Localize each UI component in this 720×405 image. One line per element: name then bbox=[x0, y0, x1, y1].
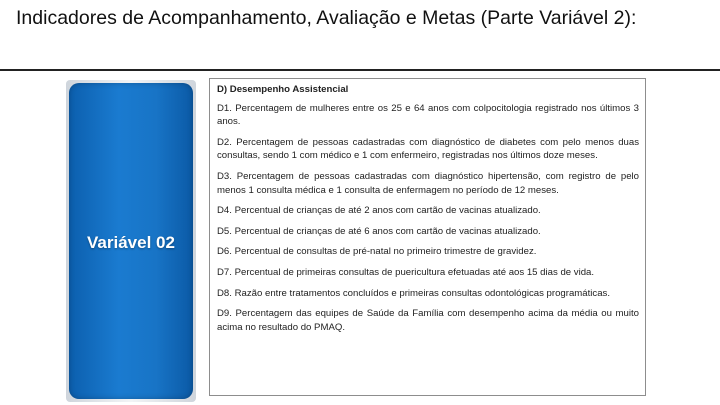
indicator-d9: D9. Percentagem das equipes de Saúde da Família com desempenho acima da média ou muito acima no resultado do PMAQ. bbox=[217, 308, 639, 333]
indicator-d3: D3. Percentagem de pessoas cadastradas com diagnóstico hipertensão, com registro de pelo menos 1 consulta médica e 1 consulta de enfermagem no período de 12 meses. bbox=[217, 170, 639, 196]
slide-title: Indicadores de Acompanhamento, Avaliação e Metas (Parte Variável 2): bbox=[16, 7, 637, 29]
indicator-d8: D8. Razão entre tratamentos concluídos e primeiras consultas odontológicas programáticas. bbox=[217, 287, 611, 299]
pillar-label: Variável 02 bbox=[87, 233, 175, 252]
title-divider bbox=[0, 69, 720, 71]
indicator-d2: D2. Percentagem de pessoas cadastradas com diagnóstico de diabetes com pelo menos duas consultas, sendo 1 com médico e 1 com enfermeiro, registradas nos últimos doze meses. bbox=[217, 136, 639, 162]
indicator-d5: D5. Percentual de crianças de até 6 anos com cartão de vacinas atualizado. bbox=[217, 225, 541, 237]
indicators-panel bbox=[209, 78, 646, 396]
panel-heading: D) Desempenho Assistencial bbox=[217, 84, 349, 95]
indicator-d4: D4. Percentual de crianças de até 2 anos com cartão de vacinas atualizado. bbox=[217, 205, 541, 217]
pillar-frame bbox=[66, 80, 196, 402]
indicator-d1: D1. Percentagem de mulheres entre os 25 e 64 anos com colpocitologia registrado nos últimos 3 anos. bbox=[217, 102, 639, 128]
indicator-d7: D7. Percentual de primeiras consultas de puericultura efetuadas até aos 15 dias de vida. bbox=[217, 266, 595, 278]
indicator-d6: D6. Percentual de consultas de pré-natal no primeiro trimestre de gravidez. bbox=[217, 246, 537, 258]
variable-pillar bbox=[69, 83, 193, 399]
